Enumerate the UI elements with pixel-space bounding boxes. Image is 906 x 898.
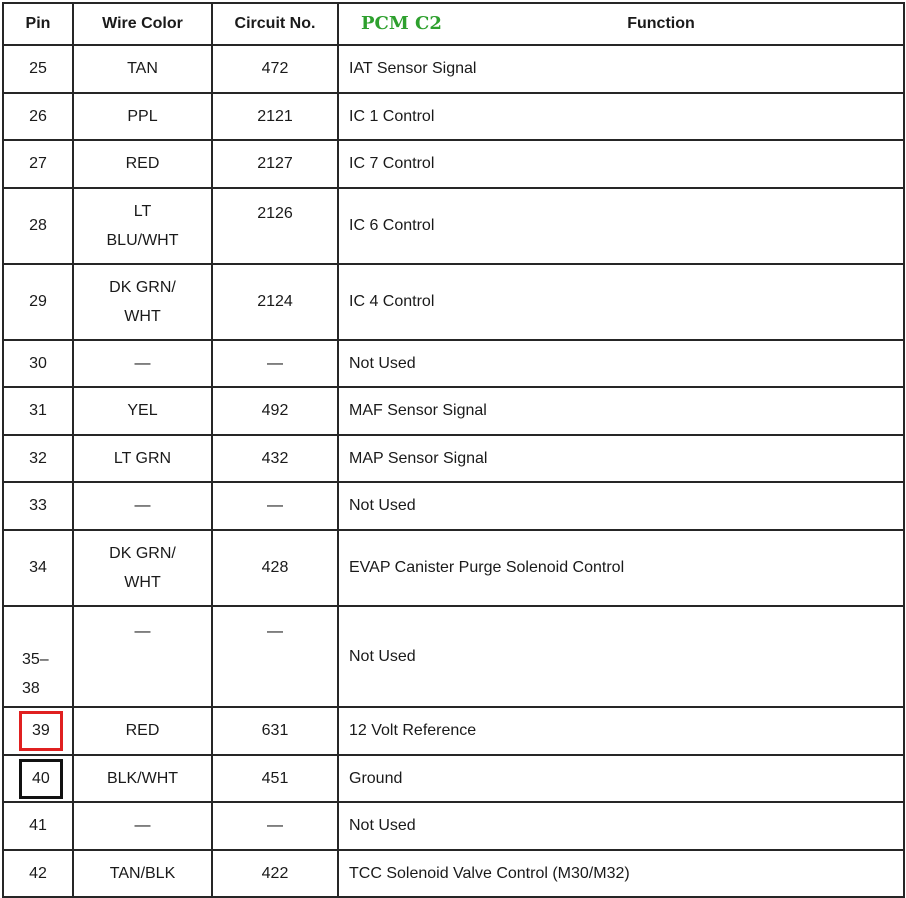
function-cell: IAT Sensor Signal xyxy=(338,45,904,93)
table-row xyxy=(3,435,904,482)
table-row xyxy=(3,45,904,93)
function-cell: Not Used xyxy=(338,802,904,850)
circuit-cell: 2121 xyxy=(212,93,338,140)
table-row xyxy=(3,340,904,387)
wire-color-cell: PPL xyxy=(73,93,212,140)
connector-label: PCM C2 xyxy=(361,13,442,34)
circuit-cell: — xyxy=(212,340,338,387)
header-wire-color: Wire Color xyxy=(73,3,212,45)
function-cell: Not Used xyxy=(338,340,904,387)
circuit-cell: — xyxy=(212,606,338,707)
circuit-cell: 2127 xyxy=(212,140,338,188)
wire-color-cell: TAN xyxy=(73,45,212,93)
circuit-cell: — xyxy=(212,482,338,530)
pin-cell: 26 xyxy=(3,93,73,140)
function-cell: IC 4 Control xyxy=(338,264,904,340)
wire-color-cell: — xyxy=(73,340,212,387)
table-row xyxy=(3,530,904,606)
pin-range-line-1: 35– xyxy=(22,651,49,668)
wire-color-cell: TAN/BLK xyxy=(73,850,212,897)
wire-color-line-1: LT xyxy=(133,203,152,220)
function-cell: Not Used xyxy=(338,606,904,707)
pin-cell: 32 xyxy=(3,435,73,482)
wire-color-line-2: WHT xyxy=(124,574,161,591)
pcm-c2-pinout-table xyxy=(2,2,905,898)
function-cell: MAP Sensor Signal xyxy=(338,435,904,482)
table-row xyxy=(3,140,904,188)
wire-color-cell: BLK/WHT xyxy=(73,755,212,802)
circuit-cell: — xyxy=(212,802,338,850)
wire-color-cell: RED xyxy=(73,707,212,755)
circuit-cell: 492 xyxy=(212,387,338,435)
pin-cell: 31 xyxy=(3,387,73,435)
pin-cell: 27 xyxy=(3,140,73,188)
table-row xyxy=(3,707,904,755)
table-row xyxy=(3,188,904,264)
function-cell: TCC Solenoid Valve Control (M30/M32) xyxy=(338,850,904,897)
pin-40-highlight-box: 40 xyxy=(19,759,63,799)
circuit-cell: 472 xyxy=(212,45,338,93)
circuit-cell: 2124 xyxy=(212,264,338,340)
table-row xyxy=(3,606,904,707)
wire-color-cell xyxy=(73,530,212,606)
circuit-cell: 422 xyxy=(212,850,338,897)
function-cell: IC 6 Control xyxy=(338,188,904,264)
circuit-cell: 451 xyxy=(212,755,338,802)
function-cell: IC 7 Control xyxy=(338,140,904,188)
wire-color-cell: — xyxy=(73,606,212,707)
header-function-cell xyxy=(338,3,904,45)
function-cell: MAF Sensor Signal xyxy=(338,387,904,435)
table-row xyxy=(3,93,904,140)
function-cell: Not Used xyxy=(338,482,904,530)
circuit-cell: 432 xyxy=(212,435,338,482)
wire-color-cell xyxy=(73,264,212,340)
wire-color-cell: RED xyxy=(73,140,212,188)
pin-cell: 30 xyxy=(3,340,73,387)
wire-color-line-2: WHT xyxy=(124,308,161,325)
table-row xyxy=(3,802,904,850)
wire-color-cell: — xyxy=(73,482,212,530)
header-function: Function xyxy=(627,15,695,32)
pin-cell: 42 xyxy=(3,850,73,897)
pin-cell: 29 xyxy=(3,264,73,340)
wire-color-line-2: BLU/WHT xyxy=(106,232,179,249)
table-row xyxy=(3,755,904,802)
pin-39-highlight-box: 39 xyxy=(19,711,63,751)
pin-cell: 28 xyxy=(3,188,73,264)
pin-cell xyxy=(3,707,73,755)
pin-range-line-2: 38 xyxy=(22,680,40,697)
header-pin: Pin xyxy=(3,3,73,45)
pin-cell: 41 xyxy=(3,802,73,850)
wire-color-cell: — xyxy=(73,802,212,850)
function-cell: EVAP Canister Purge Solenoid Control xyxy=(338,530,904,606)
circuit-cell: 631 xyxy=(212,707,338,755)
wire-color-cell: YEL xyxy=(73,387,212,435)
wire-color-line-1: DK GRN/ xyxy=(109,545,176,562)
wire-color-cell: LT GRN xyxy=(73,435,212,482)
pin-cell: 34 xyxy=(3,530,73,606)
pin-cell: 25 xyxy=(3,45,73,93)
circuit-cell: 2126 xyxy=(212,188,338,264)
table-row xyxy=(3,387,904,435)
function-cell: 12 Volt Reference xyxy=(338,707,904,755)
table-row xyxy=(3,264,904,340)
header-circuit-no: Circuit No. xyxy=(212,3,338,45)
circuit-cell: 428 xyxy=(212,530,338,606)
pin-cell: 33 xyxy=(3,482,73,530)
table-row xyxy=(3,850,904,897)
pin-cell xyxy=(3,755,73,802)
function-cell: IC 1 Control xyxy=(338,93,904,140)
wire-color-cell xyxy=(73,188,212,264)
header-row xyxy=(3,3,904,45)
pin-cell xyxy=(3,606,73,707)
table-row xyxy=(3,482,904,530)
function-cell: Ground xyxy=(338,755,904,802)
wire-color-line-1: DK GRN/ xyxy=(109,279,176,296)
